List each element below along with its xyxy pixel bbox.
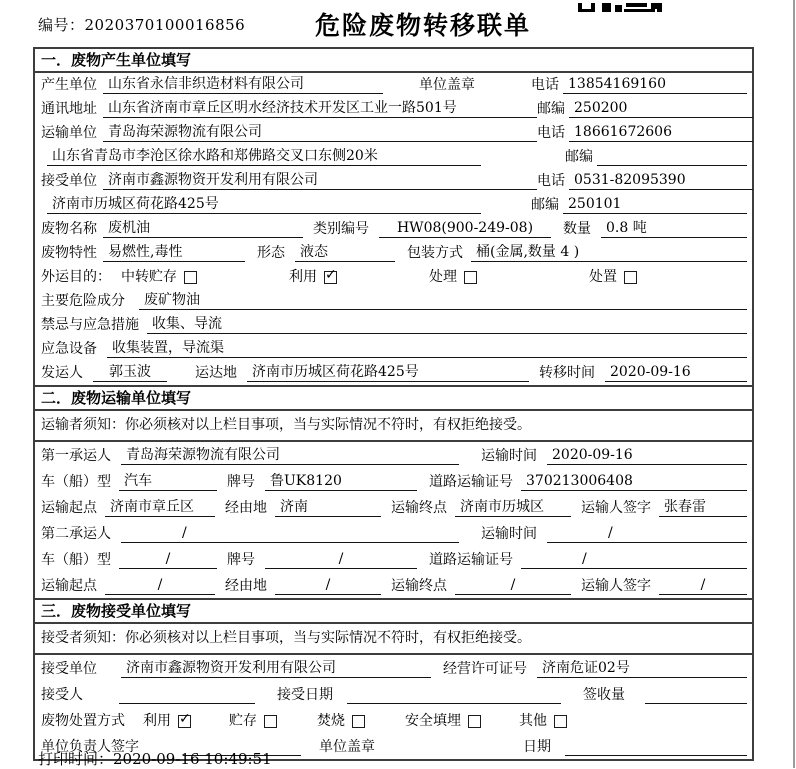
purpose-option-treat: [429, 269, 477, 286]
receiver-phone-label: 电话: [537, 173, 565, 189]
section-transport: [35, 385, 752, 598]
checkbox-disposal-storage: [264, 715, 277, 728]
sign2-label: 运输人签字: [581, 578, 651, 594]
row-carrier2: [35, 520, 752, 546]
via2-value: /: [275, 577, 381, 595]
receive-person-label: 接受人: [41, 687, 83, 703]
transport-time1-value: 2020-09-16: [547, 447, 747, 465]
carrier2-value: /: [121, 525, 459, 543]
section-producer: [35, 49, 752, 385]
purpose-option-utilize-label: 利用: [289, 269, 317, 285]
row-vehicle2: [35, 546, 752, 572]
form-value: 液态: [295, 244, 395, 262]
hazard-label: 主要危险成分: [41, 293, 125, 309]
transport-phone-label: 电话: [537, 125, 565, 141]
trait-label: 废物特性: [41, 245, 97, 261]
producer-phone-label: 电话: [531, 77, 559, 93]
receiver-zip-value: 250101: [563, 196, 747, 214]
purpose-option-dispose: [589, 269, 637, 286]
plate2-label: 牌号: [227, 552, 255, 568]
pack-label: 包装方式: [407, 245, 463, 261]
checkbox-disposal-incinerate: [352, 715, 365, 728]
producer-address-label: 通讯地址: [41, 101, 97, 117]
origin1-label: 运输起点: [41, 500, 97, 516]
dest2-label: 运输终点: [391, 578, 447, 594]
page-edge-divider: [793, 0, 795, 768]
producer-zip-value: 250200: [569, 100, 753, 118]
sign1-value: 张春雷: [659, 499, 747, 517]
emergency-value: 收集、导流: [147, 316, 747, 334]
transfer-form: [33, 47, 754, 761]
row-hazard: [35, 289, 752, 313]
checkbox-treat: [464, 271, 477, 284]
checkbox-dispose: [624, 271, 637, 284]
permit1-value: 370213006408: [521, 473, 747, 491]
producer-phone-value: 13854169160: [563, 76, 747, 94]
transport-notice: 运输者须知：你必须核对以上栏目事项，当与实际情况不符时，有权拒绝接受。: [35, 411, 752, 442]
dest-label: 运达地: [195, 365, 237, 381]
purpose-label: 外运目的：: [41, 269, 111, 285]
quantity-value: 0.8 吨: [601, 220, 747, 238]
row-vehicle1: [35, 468, 752, 494]
via1-label: 经由地: [225, 500, 267, 516]
sign1-label: 运输人签字: [581, 500, 651, 516]
checkbox-disposal-other: [554, 715, 567, 728]
row-carrier1: [35, 442, 752, 468]
receive-notice: 接受者须知：你必须核对以上栏目事项，当与实际情况不符时，有权拒绝接受。: [35, 624, 752, 655]
permit1-label: 道路运输证号: [429, 474, 513, 490]
form-label: 形态: [257, 245, 285, 261]
row-purpose: [35, 265, 752, 289]
disposal-option-storage: [229, 713, 277, 730]
disposal-option-incinerate: [317, 713, 365, 730]
receiver-address-value: 济南市历城区荷花路425号: [47, 196, 481, 214]
carrier2-label: 第二承运人: [41, 526, 111, 542]
row-receiver-address: [35, 193, 752, 217]
shipper-value: 郭玉波: [93, 364, 167, 382]
sign-date-label: 日期: [523, 739, 551, 755]
row-producer-address: [35, 97, 752, 121]
vehicle2-value: /: [119, 551, 217, 569]
transport-unit-label: 运输单位: [41, 125, 97, 141]
disposal-option-incinerate-label: 焚烧: [317, 713, 345, 729]
vehicle1-label: 车（船）型: [41, 474, 111, 490]
checkbox-utilize: [324, 271, 337, 284]
purpose-option-dispose-label: 处置: [589, 269, 617, 285]
sign-date-value: [565, 738, 747, 756]
row-receive-unit: [35, 655, 752, 681]
row-route2: [35, 572, 752, 598]
quantity-label: 数量: [563, 221, 591, 237]
row-emergency-equipment: [35, 337, 752, 361]
sign2-value: /: [659, 577, 747, 595]
vehicle2-label: 车（船）型: [41, 552, 111, 568]
equipment-label: 应急设备: [41, 341, 97, 357]
shipper-label: 发运人: [41, 365, 83, 381]
producer-zip-label: 邮编: [537, 101, 565, 117]
category-label: 类别编号: [313, 221, 369, 237]
waste-name-value: 废机油: [103, 220, 303, 238]
license-label: 经营许可证号: [443, 661, 527, 677]
hazard-value: 废矿物油: [139, 292, 747, 310]
print-time-label: 打印时间：: [38, 750, 114, 768]
permit2-value: /: [521, 551, 747, 569]
carrier1-label: 第一承运人: [41, 448, 111, 464]
receiver-phone-value: 0531-82095390: [569, 172, 753, 190]
dest1-value: 济南市历城区: [455, 499, 571, 517]
row-transport-address: [35, 145, 752, 169]
row-waste-trait: [35, 241, 752, 265]
purpose-option-transfer-storage-label: 中转贮存: [121, 269, 177, 285]
checkbox-transfer-storage: [184, 271, 197, 284]
purpose-option-transfer-storage: [121, 269, 197, 286]
transport-unit-value: 青岛海荣源物流有限公司: [103, 124, 537, 142]
disposal-option-other: [519, 713, 567, 730]
purpose-option-treat-label: 处理: [429, 269, 457, 285]
equipment-value: 收集装置，导流渠: [107, 340, 747, 358]
checkbox-disposal-utilize: [178, 715, 191, 728]
trait-value: 易燃性,毒性: [103, 244, 245, 262]
row-disposal-method: [35, 707, 752, 733]
purpose-option-utilize: [289, 269, 337, 286]
row-receive-person: [35, 681, 752, 707]
checkbox-disposal-landfill: [468, 715, 481, 728]
disposal-option-other-label: 其他: [519, 713, 547, 729]
page-title: 危险废物转移联单: [314, 11, 531, 40]
transfer-time-label: 转移时间: [539, 365, 595, 381]
receiver-unit-value: 济南市鑫源物资开发利用有限公司: [103, 172, 537, 190]
receiver-unit-label: 接受单位: [41, 173, 97, 189]
disposal-option-utilize-label: 利用: [143, 713, 171, 729]
disposal-label: 废物处置方式: [41, 713, 125, 729]
producer-address-value: 山东省济南市章丘区明水经济技术开发区工业一路501号: [103, 100, 537, 118]
serial-number: 2020370100016856: [84, 16, 246, 34]
dest-value: 济南市历城区荷花路425号: [247, 364, 529, 382]
unit-seal-label: 单位盖章: [319, 739, 375, 755]
producer-seal-label: 单位盖章: [419, 77, 475, 93]
producer-unit-value: 山东省永信非织造材料有限公司: [103, 76, 383, 94]
permit2-label: 道路运输证号: [429, 552, 513, 568]
carrier1-value: 青岛海荣源物流有限公司: [121, 447, 459, 465]
pack-value: 桶(金属,数量 4 ): [471, 244, 747, 262]
transport-address-value: 山东省青岛市李沧区徐水路和郑佛路交叉口东侧20米: [47, 148, 481, 166]
row-shipper: [35, 361, 752, 385]
transport-zip-label: 邮编: [565, 149, 593, 165]
origin2-value: /: [105, 577, 215, 595]
disposal-option-landfill: [405, 713, 481, 730]
plate1-label: 牌号: [227, 474, 255, 490]
receive-date-value: [347, 686, 561, 704]
category-value: HW08(900-249-08): [379, 220, 551, 238]
transport-time2-label: 运输时间: [481, 526, 537, 542]
transport-phone-value: 18661672606: [569, 124, 753, 142]
section-receive-title: 三．废物接受单位填写: [35, 600, 752, 624]
disposal-option-landfill-label: 安全填埋: [405, 713, 461, 729]
row-transport-unit: [35, 121, 752, 145]
waste-name-label: 废物名称: [41, 221, 97, 237]
vehicle1-value: 汽车: [119, 473, 217, 491]
serial-label: 编号：: [38, 16, 85, 34]
section-producer-title: 一．废物产生单位填写: [35, 49, 752, 73]
disposal-option-storage-label: 贮存: [229, 713, 257, 729]
disposal-option-utilize: [143, 713, 191, 730]
receive-date-label: 接受日期: [277, 687, 333, 703]
transport-time1-label: 运输时间: [481, 448, 537, 464]
producer-unit-label: 产生单位: [41, 77, 97, 93]
via1-value: 济南: [275, 499, 381, 517]
via2-label: 经由地: [225, 578, 267, 594]
row-route1: [35, 494, 752, 520]
dest2-value: /: [455, 577, 571, 595]
transport-zip-value: [597, 148, 747, 166]
row-producer-unit: [35, 73, 752, 97]
license-value: 济南危证02号: [537, 660, 747, 678]
section-transport-title: 二．废物运输单位填写: [35, 387, 752, 411]
origin2-label: 运输起点: [41, 578, 97, 594]
row-receiver-unit: [35, 169, 752, 193]
receive-person-value: [119, 686, 255, 704]
receiver-zip-label: 邮编: [531, 197, 559, 213]
row-emergency-measures: [35, 313, 752, 337]
print-time-value: 2020-09-16 10:49:51: [113, 750, 272, 768]
origin1-value: 济南市章丘区: [105, 499, 215, 517]
receive-qty-value: [645, 686, 747, 704]
receive-unit-label: 接受单位: [41, 661, 97, 677]
plate2-value: /: [265, 551, 417, 569]
transfer-time-value: 2020-09-16: [605, 364, 747, 382]
receive-qty-label: 签收量: [583, 687, 625, 703]
receive-unit-value: 济南市鑫源物资开发利用有限公司: [121, 660, 431, 678]
section-receive: [35, 598, 752, 759]
plate1-value: 鲁UK8120: [265, 473, 417, 491]
emergency-label: 禁忌与应急措施: [41, 317, 139, 333]
dest1-label: 运输终点: [391, 500, 447, 516]
print-time-line: [38, 748, 272, 769]
signer-label: 单位负责人签字: [41, 739, 139, 755]
row-waste-name: [35, 217, 752, 241]
transport-time2-value: /: [547, 525, 747, 543]
